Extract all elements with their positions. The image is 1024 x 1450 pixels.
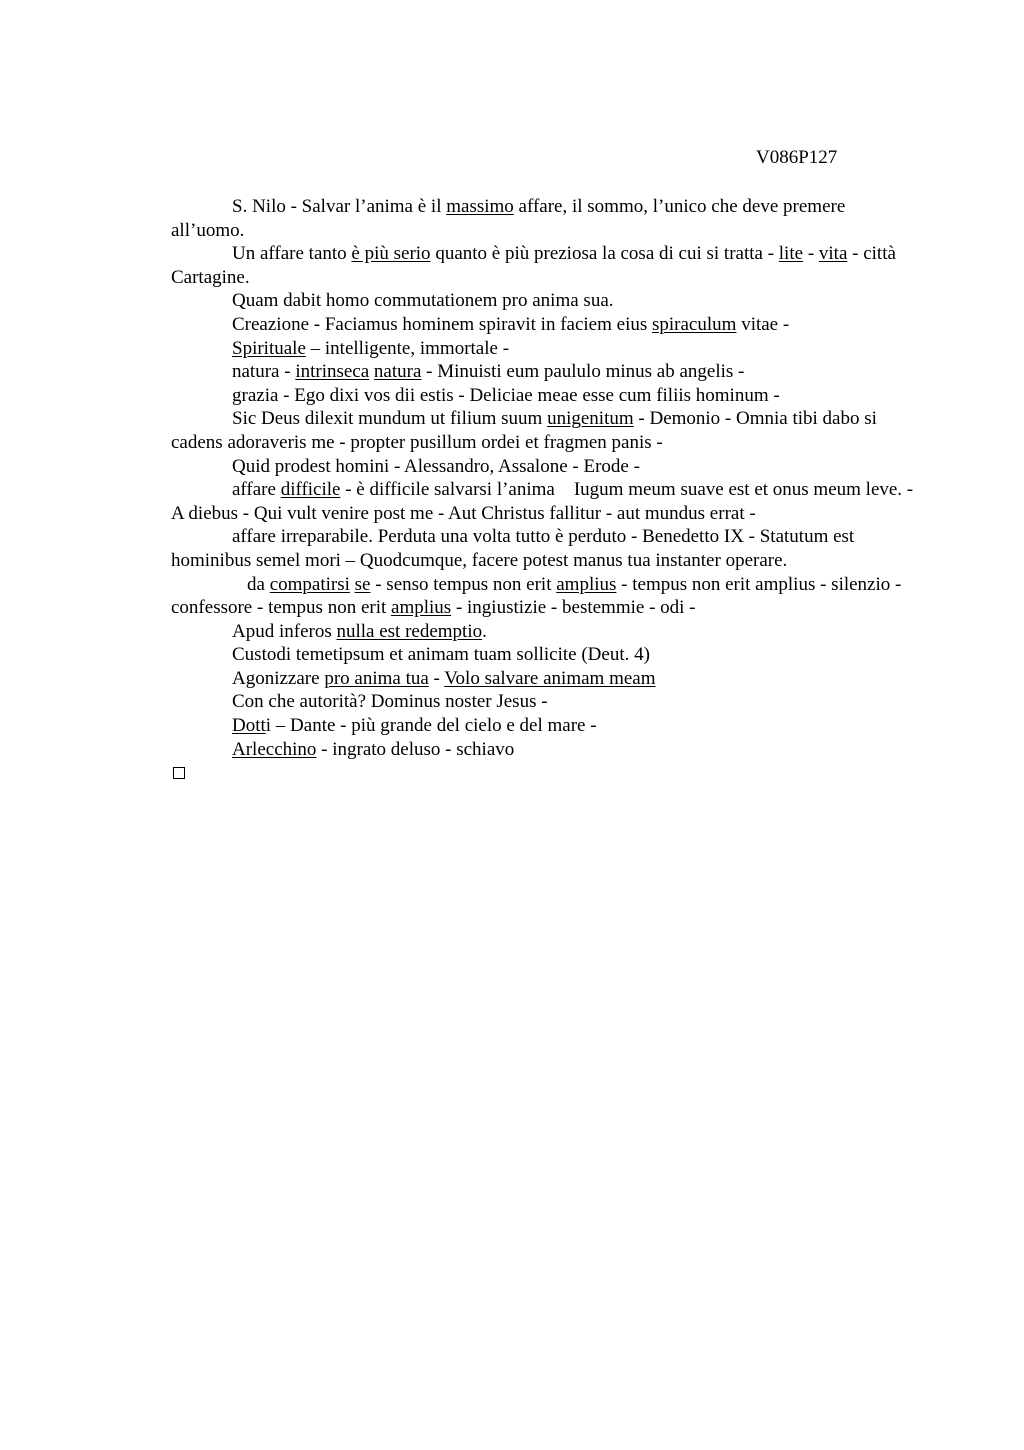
paragraph: Dotti – Dante - più grande del cielo e del mare - <box>232 715 597 737</box>
paragraph: da compatirsi se - senso tempus non erit amplius - tempus non erit amplius - silenzio - confessore - tempus non erit amplius - ingiustizie - bestemmie - odi - <box>171 573 902 619</box>
paragraph: Custodi temetipsum et animam tuam sollicite (Deut. 4) <box>232 644 650 666</box>
paragraph: affare difficile - è difficile salvarsi l’anima Iugum meum suave est et onus meum leve. - A diebus - Qui vult venire post me - Aut Christus fallitur - aut mundus errat - <box>171 479 917 524</box>
paragraph: Sic Deus dilexit mundum ut filium suum unigenitum - Demonio - Omnia tibi dabo si cadens adoraveris me - propter pusillum ordei et fragmen panis - <box>171 408 877 453</box>
page-id: V086P127 <box>756 147 838 168</box>
empty-square-icon <box>173 767 185 779</box>
paragraph: Agonizzare pro anima tua - Volo salvare animam meam <box>232 667 656 689</box>
paragraph: affare irreparabile. Perduta una volta tutto è perduto - Benedetto IX - Statutum est hominibus semel mori – Quodcumque, facere potest manus tua instanter operare. <box>171 526 855 571</box>
paragraph: natura - intrinseca natura - Minuisti eum paululo minus ab angelis - <box>232 361 745 383</box>
paragraph: Apud inferos nulla est redemptio. <box>232 620 487 642</box>
paragraph: grazia - Ego dixi vos dii estis - Deliciae meae esse cum filiis hominum - <box>232 384 780 406</box>
paragraph: S. Nilo - Salvar l’anima è il massimo affare, il sommo, l’unico che deve premere all’uomo. <box>171 196 846 241</box>
paragraph: Con che autorità? Dominus noster Jesus - <box>232 691 548 713</box>
paragraph: Un affare tanto è più serio quanto è più preziosa la cosa di cui si tratta - lite - vita - città Cartagine. <box>171 243 896 288</box>
paragraph: Arlecchino - ingrato deluso - schiavo <box>232 738 515 760</box>
paragraph: Quid prodest homini - Alessandro, Assalone - Erode - <box>232 455 640 477</box>
document-body <box>171 195 923 761</box>
paragraph: Spirituale – intelligente, immortale - <box>232 337 510 359</box>
paragraph: Quam dabit homo commutationem pro anima sua. <box>232 290 614 312</box>
paragraph: Creazione - Faciamus hominem spiravit in faciem eius spiraculum vitae - <box>232 313 790 335</box>
